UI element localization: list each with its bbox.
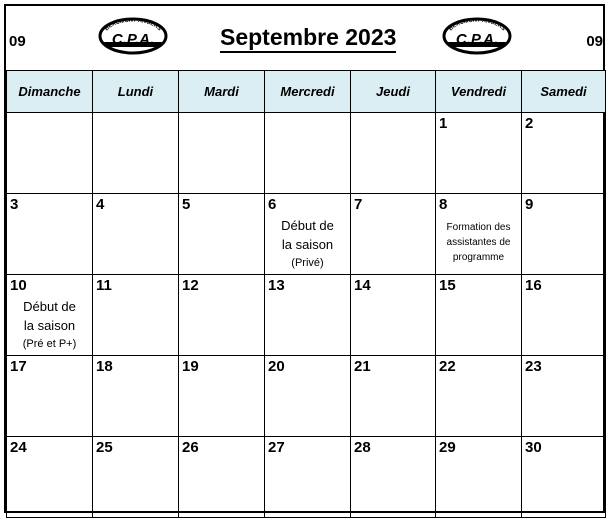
day-number: 30 — [525, 439, 542, 456]
day-cell — [7, 275, 93, 356]
day-number: 6 — [268, 196, 277, 213]
day-cell — [93, 437, 179, 518]
day-number: 25 — [96, 439, 113, 456]
event-line: Début de — [281, 218, 334, 233]
day-cell — [351, 194, 436, 275]
day-cell — [522, 437, 606, 518]
day-number: 14 — [354, 277, 371, 294]
day-cell — [179, 194, 265, 275]
day-number: 2 — [525, 115, 534, 132]
day-number: 5 — [182, 196, 191, 213]
day-cell — [265, 356, 351, 437]
day-number: 13 — [268, 277, 285, 294]
weekday-header: Dimanche — [7, 71, 93, 113]
day-cell — [265, 113, 351, 194]
event-subnote: (Pré et P+) — [22, 338, 77, 350]
weekday-header: Lundi — [93, 71, 179, 113]
day-number: 16 — [525, 277, 542, 294]
day-number: 21 — [354, 358, 371, 375]
week-row — [7, 113, 606, 194]
day-number: 29 — [439, 439, 456, 456]
day-cell — [93, 113, 179, 194]
day-number: 3 — [10, 196, 19, 213]
event-line: Début de — [23, 299, 76, 314]
event-subnote: (Privé) — [291, 257, 324, 269]
weekday-header-row — [7, 71, 606, 113]
club-logo — [440, 12, 514, 56]
calendar-page — [4, 4, 605, 513]
day-number: 12 — [182, 277, 199, 294]
svg-text:C.P.A.: C.P.A. — [455, 31, 499, 48]
day-cell — [7, 113, 93, 194]
day-number: 10 — [10, 277, 27, 294]
day-number: 11 — [96, 277, 112, 294]
weekday-header: Jeudi — [351, 71, 436, 113]
day-cell — [436, 356, 522, 437]
day-cell — [179, 113, 265, 194]
day-number: 1 — [439, 115, 448, 132]
day-cell — [436, 113, 522, 194]
day-number: 23 — [525, 358, 542, 375]
month-number-right: 09 — [586, 33, 603, 50]
day-cell — [7, 194, 93, 275]
calendar-grid — [6, 70, 606, 518]
day-cell — [436, 194, 522, 275]
day-cell — [7, 356, 93, 437]
day-cell — [351, 113, 436, 194]
day-cell — [436, 275, 522, 356]
event-line: programme — [452, 252, 505, 263]
day-number: 9 — [525, 196, 534, 213]
day-number: 26 — [182, 439, 199, 456]
day-number: 20 — [268, 358, 285, 375]
svg-text:C.P.A.: C.P.A. — [111, 31, 155, 48]
weekday-header: Vendredi — [436, 71, 522, 113]
event-line: Formation des — [446, 222, 511, 233]
event-line: la saison — [281, 237, 334, 252]
day-cell — [351, 437, 436, 518]
week-row — [7, 356, 606, 437]
weekday-header: Mardi — [179, 71, 265, 113]
day-number: 19 — [182, 358, 199, 375]
weekday-header: Mercredi — [265, 71, 351, 113]
day-cell — [351, 275, 436, 356]
day-cell — [93, 356, 179, 437]
day-cell — [436, 437, 522, 518]
day-cell — [179, 356, 265, 437]
day-cell — [265, 275, 351, 356]
day-number: 8 — [439, 196, 448, 213]
club-logo — [96, 12, 170, 56]
day-number: 4 — [96, 196, 105, 213]
calendar-header — [6, 6, 607, 72]
day-number: 27 — [268, 439, 285, 456]
day-number: 15 — [439, 277, 456, 294]
svg-text:BEAUMONT-ANGERS: BEAUMONT-ANGERS — [447, 17, 507, 33]
event-note — [267, 216, 348, 273]
day-number: 17 — [10, 358, 27, 375]
week-row — [7, 194, 606, 275]
day-number: 18 — [96, 358, 113, 375]
day-cell — [522, 194, 606, 275]
week-row — [7, 275, 606, 356]
day-cell — [265, 437, 351, 518]
day-cell — [351, 356, 436, 437]
event-note — [9, 297, 90, 354]
page-title: Septembre 2023 — [220, 24, 396, 53]
day-cell — [93, 275, 179, 356]
day-cell — [93, 194, 179, 275]
day-cell — [522, 113, 606, 194]
event-note — [438, 220, 519, 265]
day-cell — [522, 356, 606, 437]
day-number: 22 — [439, 358, 456, 375]
day-number: 7 — [354, 196, 363, 213]
day-cell — [522, 275, 606, 356]
day-cell — [265, 194, 351, 275]
event-line: la saison — [23, 318, 76, 333]
month-number-left: 09 — [9, 33, 26, 50]
weekday-header: Samedi — [522, 71, 606, 113]
week-row — [7, 437, 606, 518]
day-number: 24 — [10, 439, 27, 456]
event-line: assistantes de — [446, 237, 511, 248]
day-number: 28 — [354, 439, 371, 456]
day-cell — [179, 275, 265, 356]
svg-text:BEAUMONT-ANGERS: BEAUMONT-ANGERS — [103, 17, 163, 33]
day-cell — [179, 437, 265, 518]
day-cell — [7, 437, 93, 518]
